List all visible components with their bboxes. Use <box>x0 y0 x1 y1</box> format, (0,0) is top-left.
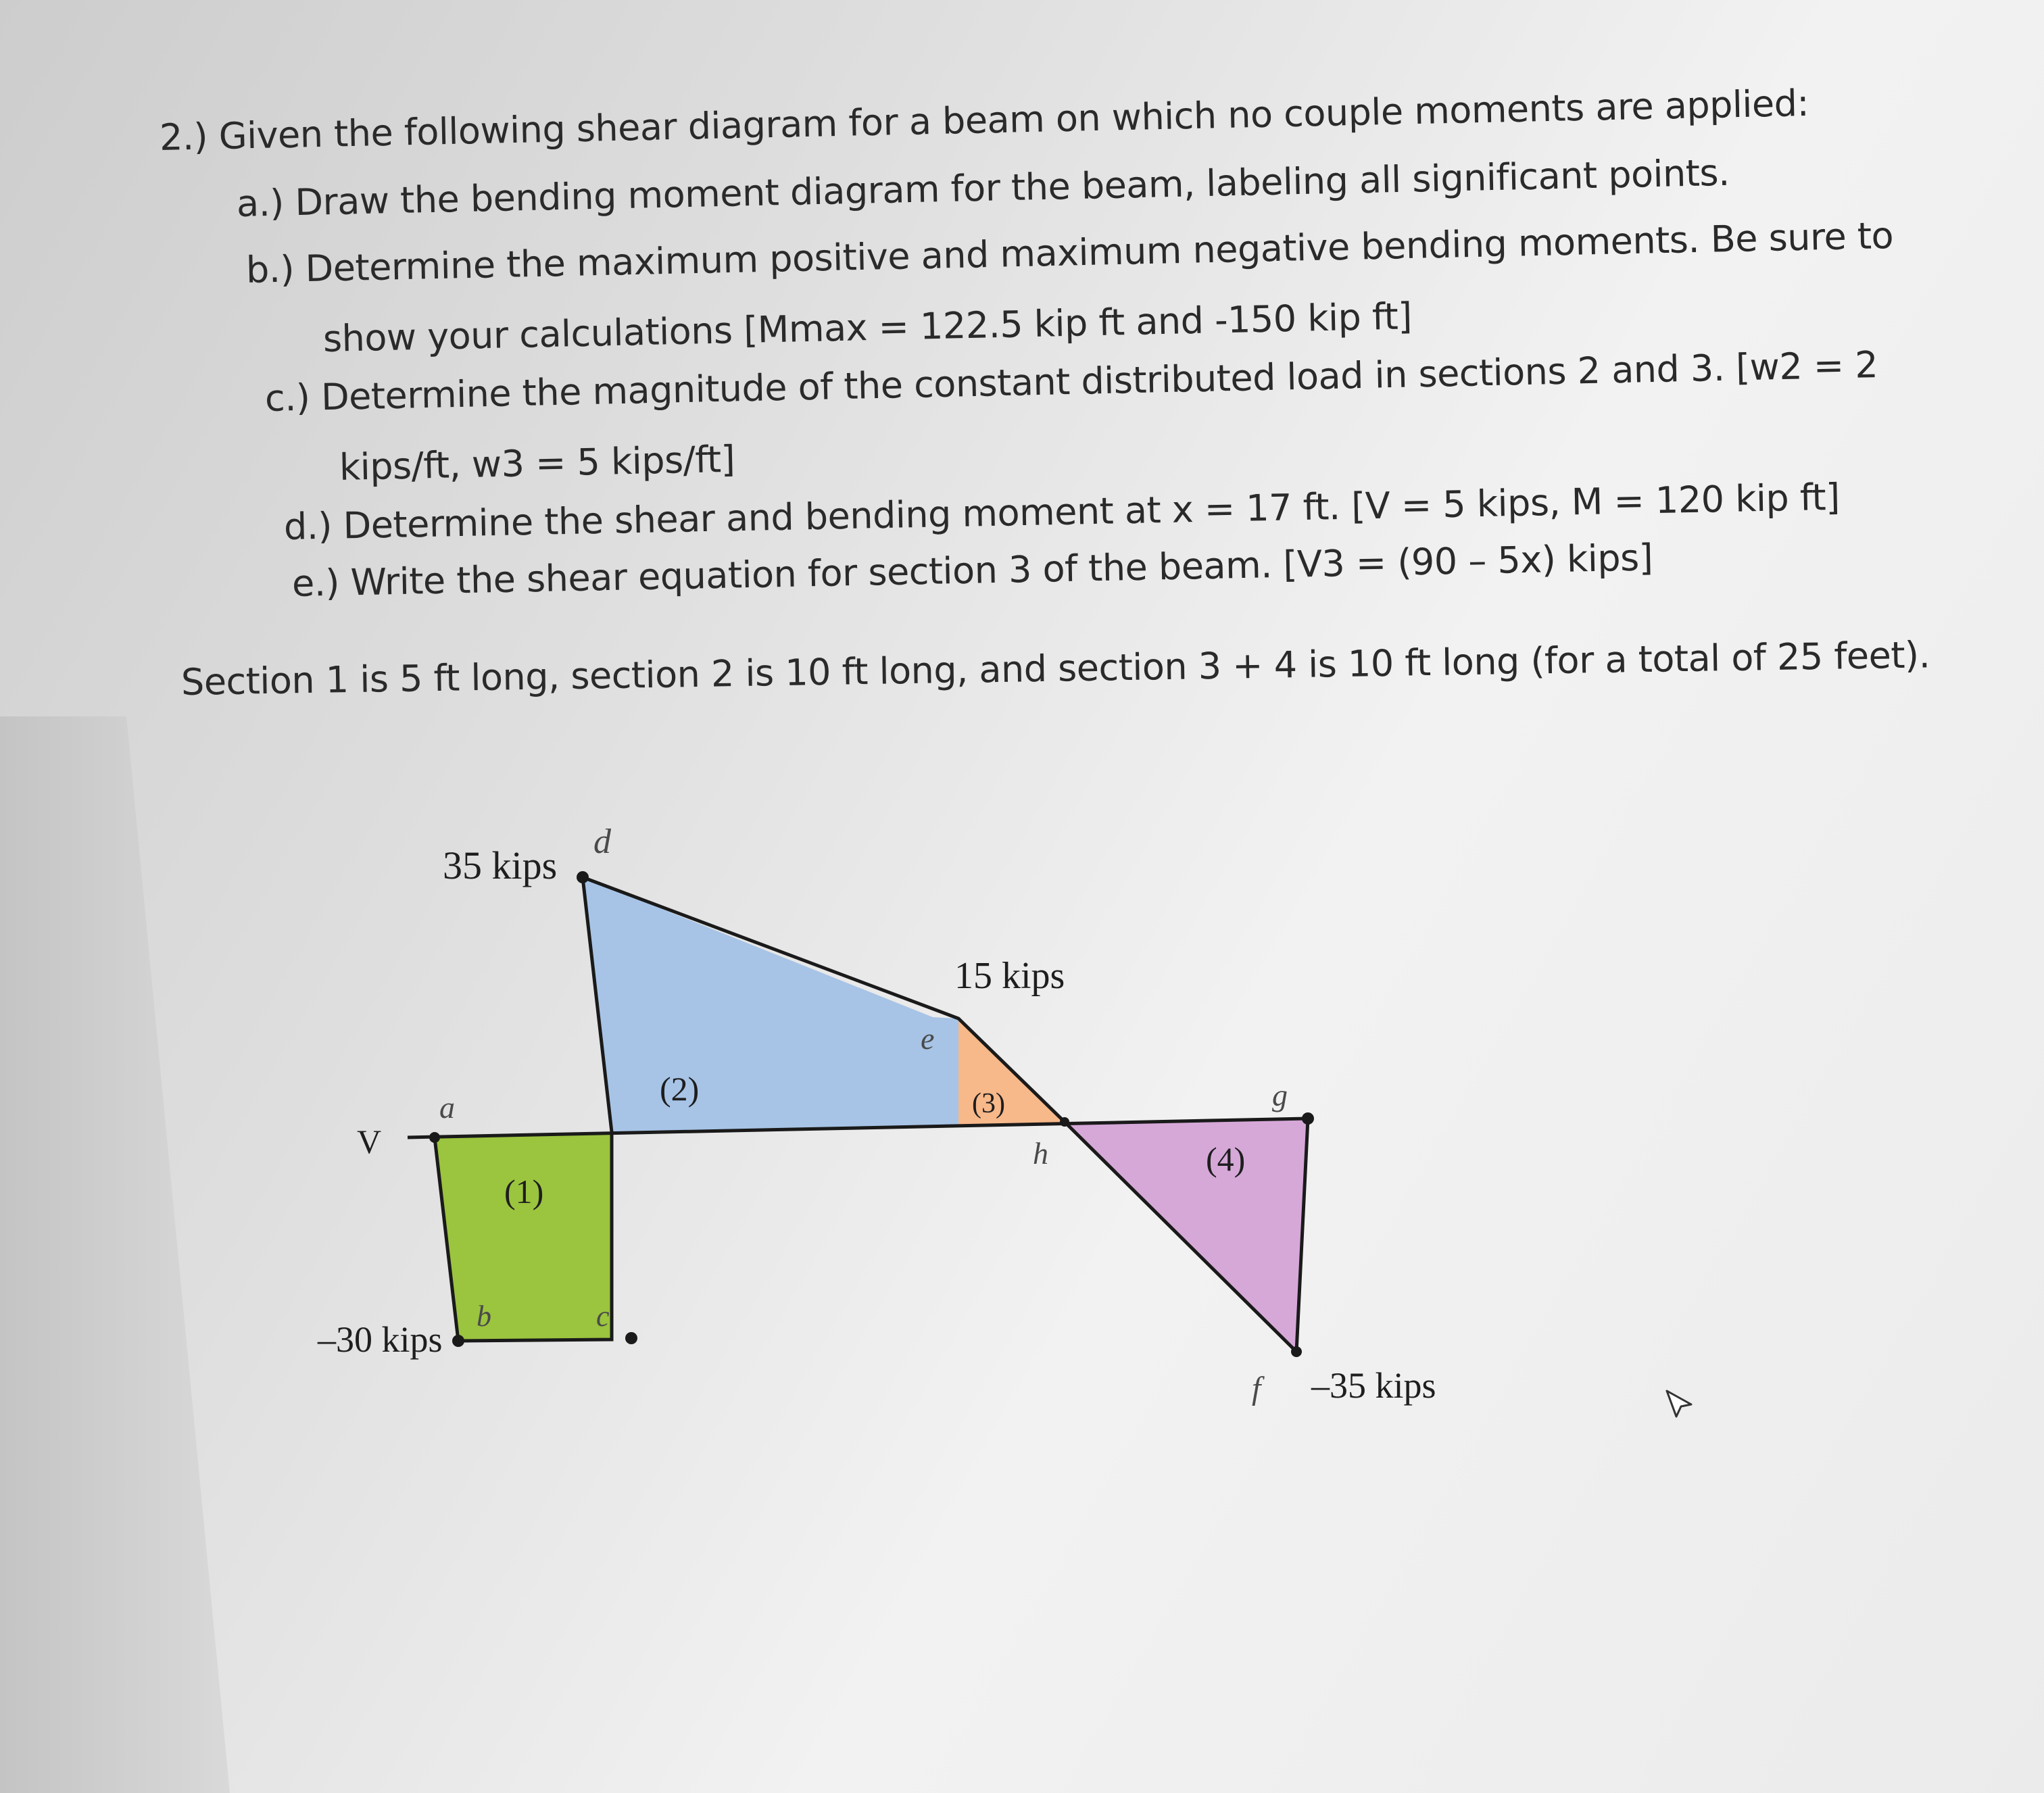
point-a-dot <box>429 1132 440 1143</box>
point-label-b: b <box>477 1300 491 1333</box>
region-2-fill <box>583 877 958 1132</box>
point-label-g: g <box>1272 1078 1288 1112</box>
axis-label-v: V <box>357 1123 382 1160</box>
value-label-35-kips: 35 kips <box>443 843 558 887</box>
point-label-c: c <box>596 1300 610 1333</box>
question-part-c-continued: kips/ft, w3 = 5 kips/ft] <box>339 437 735 489</box>
point-label-e: e <box>921 1021 935 1056</box>
point-d-dot <box>577 871 589 883</box>
region-label-1: (1) <box>504 1173 544 1210</box>
point-label-h: h <box>1033 1136 1048 1171</box>
question-part-d: d.) Determine the shear and bending moment at x = 17 ft. [V = 5 kips, M = 120 kip ft] <box>283 475 1841 548</box>
value-label-neg-35-kips: –35 kips <box>1311 1365 1436 1406</box>
section-lengths-note: Section 1 is 5 ft long, section 2 is 10 ft long, and section 3 + 4 is 10 ft long (for a total of 25 feet). <box>180 633 1930 704</box>
point-g-dot <box>1302 1112 1314 1125</box>
point-label-d: d <box>593 822 611 861</box>
point-f-dot <box>1291 1346 1302 1357</box>
question-title: 2.) Given the following shear diagram for a beam on which no couple moments are applied: <box>159 81 1809 159</box>
region-label-3: (3) <box>972 1088 1005 1119</box>
region-label-4: (4) <box>1206 1140 1246 1178</box>
point-h-dot <box>1060 1117 1069 1127</box>
question-part-c: c.) Determine the magnitude of the constant distributed load in sections 2 and 3. [w2 = 2 <box>264 343 1878 420</box>
region-1-fill <box>435 1132 612 1341</box>
question-part-b: b.) Determine the maximum positive and maximum negative bending moments. Be sure to <box>245 214 1894 291</box>
point-label-f: f <box>1252 1371 1261 1406</box>
question-part-e: e.) Write the shear equation for section 3 of the beam. [V3 = (90 – 5x) kips] <box>291 536 1653 605</box>
value-label-15-kips: 15 kips <box>954 955 1065 997</box>
mouse-cursor-icon <box>1664 1388 1695 1419</box>
point-c-dot <box>625 1332 637 1344</box>
question-part-b-continued: show your calculations [Mmax = 122.5 kip ft and -150 kip ft] <box>322 295 1413 360</box>
value-label-neg-30-kips: –30 kips <box>318 1319 443 1360</box>
point-label-a: a <box>439 1090 455 1125</box>
question-part-a: a.) Draw the bending moment diagram for the beam, labeling all significant points. <box>236 151 1730 225</box>
region-4-fill <box>1065 1119 1308 1352</box>
region-label-2: (2) <box>660 1070 700 1108</box>
point-b-dot <box>452 1335 464 1347</box>
